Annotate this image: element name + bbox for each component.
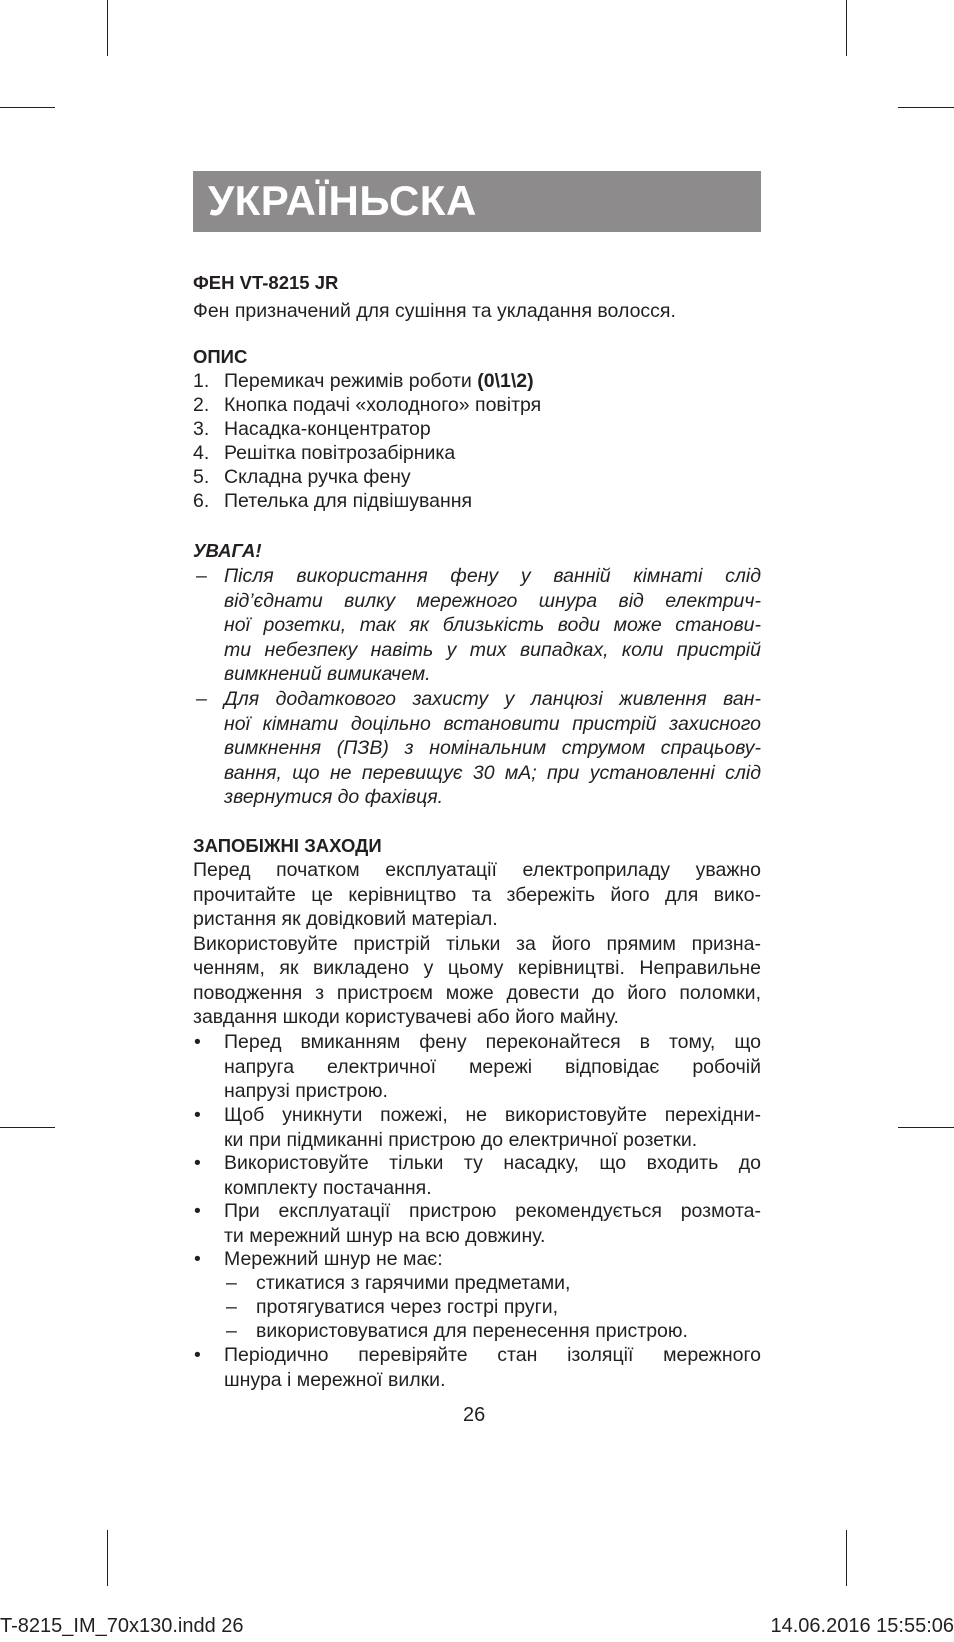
bullet-marker: • [194,1200,201,1222]
crop-mark [846,0,847,56]
safety-heading: ЗАПОБІЖНІ ЗАХОДИ [193,835,382,856]
safety-intro: Перед початком експлуатації електроприладу уважно прочитайте це керівництво та збережіть його для вико- ристання як довідковий матеріал. Використовуйте пристрій тільки за його прямим призна- ченням, як викладено у цьому керівництві. Неправильне поводження з пристроєм може довести до його поломки, завдання шкоди користувачеві або його майну. [193,859,761,1028]
bullet-item: Використовуйте тільки ту насадку, що входить до комплекту постачання. [224,1152,761,1199]
list-item: Петелька для підвішування [224,490,473,512]
bullet-item: При експлуатації пристрою рекомендується розмота- ти мережний шнур на всю довжину. [224,1200,761,1247]
product-heading: ФЕН VT-8215 JR [193,272,339,293]
list-item: Решітка повітрозабірника [224,442,456,464]
sub-item: протягуватися через гострі пруги, [256,1296,559,1318]
bullet-item: Мережний шнур не має: [224,1248,443,1270]
bullet-marker: • [194,1104,201,1126]
crop-mark [107,1530,108,1586]
list-item: Насадка-концентратор [224,418,431,440]
section-banner [193,171,761,232]
list-number: 4. [193,442,210,464]
bullet-item: Щоб уникнути пожежі, не використовуйте перехідни- ки при підмиканні пристрою до електричної розетки. [224,1104,761,1151]
opys-heading: ОПИС [193,346,248,367]
dash-marker: – [226,1320,237,1342]
crop-mark [0,1127,55,1128]
warning-heading: УВАГА! [193,540,262,561]
sub-item: використовуватися для перенесення пристрою. [256,1320,688,1342]
page-number: 26 [463,1404,486,1426]
list-item: Кнопка подачі «холодного» повітря [224,394,542,416]
product-description: Фен призначений для сушіння та укладання волосся. [193,300,676,322]
bullet-marker: • [194,1152,201,1174]
crop-mark [846,1530,847,1586]
list-number: 1. [193,370,210,392]
dash-marker: – [196,688,207,710]
bullet-item: Періодично перевіряйте стан ізоляції мережного шнура і мережної вилки. [224,1344,761,1391]
dash-marker: – [226,1296,237,1318]
bullet-item: Перед вмиканням фену переконайтеся в тому, що напруга електричної мережі відповідає робочій напрузі пристрою. [224,1031,761,1102]
bullet-marker: • [194,1031,201,1053]
dash-marker: – [196,565,207,587]
list-number: 2. [193,394,210,416]
warning-item: Після використання фену у ванній кімнаті слід від’єднати вилку мережного шнура від електрич- ної розетки, так як близькість води може станови- ти небезпеку навіть у тих випадках, коли пристрій вимкнений вимикачем. [224,565,761,685]
bullet-marker: • [194,1344,201,1366]
crop-mark [107,0,108,56]
warning-item: Для додаткового захисту у ланцюзі живлення ван- ної кімнати доцільно встановити пристрій захисного вимкнення (ПЗВ) з номінальним струмом спрацьову- вання, що не перевищує 30 мА; при установленні слід звернутися до фахівця. [224,688,761,808]
list-number: 3. [193,418,210,440]
list-number: 5. [193,466,210,488]
crop-mark [0,107,55,108]
sub-item: стикатися з гарячими предметами, [256,1272,571,1294]
dash-marker: – [226,1272,237,1294]
list-item: Складна ручка фену [224,466,411,488]
bullet-marker: • [194,1248,201,1270]
crop-mark [898,1127,954,1128]
crop-mark [898,107,954,108]
slug-file: T-8215_IM_70x130.indd 26 [0,1615,244,1637]
slug-datetime: 14.06.2016 15:55:06 [770,1615,954,1637]
section-title: УКРАЇНЬСКА [208,177,477,224]
list-item: Перемикач режимів роботи (0\1\2) [224,370,534,392]
list-number: 6. [193,490,210,512]
